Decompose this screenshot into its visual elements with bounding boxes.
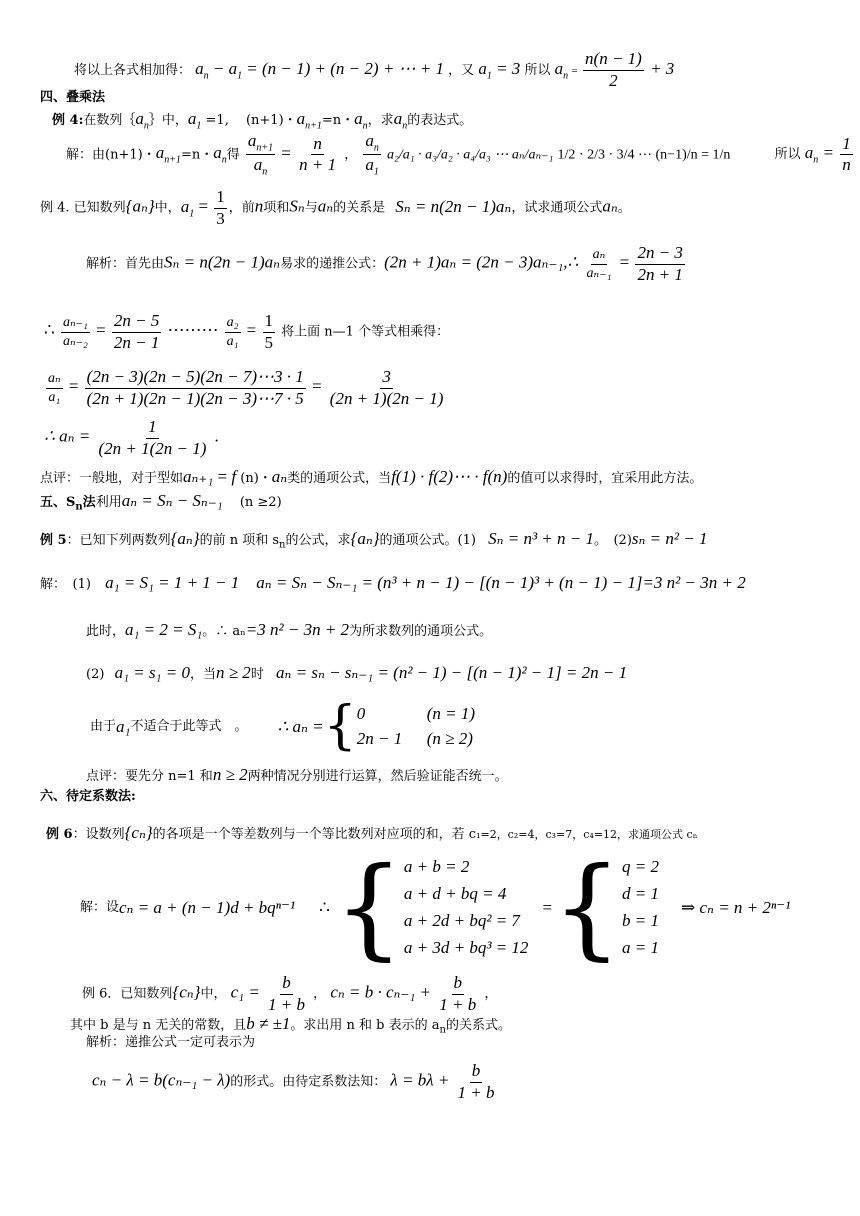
text: 将以上各式相加得： xyxy=(74,63,192,79)
product-result: $\frac{\text{aₙ}}{\text{a₁}}$ = $\frac{(2n - 3)(2n - 5)(2n - 7)\cdots 3 \cdot 1}{(2n + 1)(2n - 1)(2n - 3)\cdots 7 \cdot 5}$ = $\frac{3}{(2n + 1)(2n - 1)}$ xyxy=(48,367,444,408)
section-heading-6: 六、待定系数法: xyxy=(40,789,136,804)
example-4b: 例 4. 已知数列{aₙ}中，$a_1$ = $\frac{1}{3}$ ，前n项和Sₙ与aₙ的关系是 Sₙ = n(2n − 1)aₙ，试求通项公式aₙ。 xyxy=(40,187,631,228)
example-4: 例 4:在数列$\{a_n\}$中，$a_1 =1$, (n+1)・$a_{n+1}=n$・$a_n$，求$a_n$的表达式。 xyxy=(52,109,473,132)
math-sum: = (n − 1) + (n − 2) + ⋯ + 1 xyxy=(246,59,445,79)
math-an-minus-a1: $a_n - a_1$ xyxy=(195,59,243,82)
solution-6b-form: cₙ − λ = b(cₙ₋₁ − λ)的形式。由待定系数法知： λ = bλ + $\frac{b}{1 + b}$ xyxy=(92,1061,495,1102)
example-6b: 例 6．已知数列{cₙ}中， c₁ = $\frac{b}{1 + b}$ ， cₙ = b · cₙ₋₁ + $\frac{b}{1 + b}$ ， xyxy=(82,973,498,1014)
example-6: 例 6：设数列{cₙ}的各项是一个等差数列与一个等比数列对应项的和，若 c₁=2，c₂=4，c₃=7，c₄=12，求通项公式 cₙ xyxy=(46,823,698,842)
solution-5-2: (2) a₁ = s₁ = 0，当n ≥ 2时 aₙ = sₙ − sₙ₋₁ = (n² − 1) − [(n − 1)² − 1] = 2n − 1 xyxy=(86,663,628,682)
solution-6: 解：设 cₙ = a + (n − 1)d + bqⁿ⁻¹ ∴ { a + b = 2 a + d + bq = 4 a + 2d + bq² = 7 a + 3d + bq³ = 12 = { q = 2 d = 1 b = 1 a = 1 ⇒ cₙ = n + 2ⁿ⁻¹ xyxy=(80,843,791,971)
piecewise-result: 由于 a₁ 不适合于此等式 。 ∴ aₙ = { 0 (n = 1) 2n − 1 (n ≥ 2) xyxy=(90,696,476,756)
example-6b-cond: 其中 b 是与 n 无关的常数，且b ≠ ±1。求出用 n 和 b 表示的 $a_n$的关系式。 xyxy=(70,1014,511,1036)
solution-6b-intro: 解析：递推公式一定可表示为 xyxy=(86,1035,256,1050)
comment-2: 点评：要先分 n=1 和n ≥ 2两种情况分别进行运算，然后验证能否统一。 xyxy=(86,765,508,784)
math-a1-eq-3: $a_1 = 3$ xyxy=(478,59,521,82)
text: 所以 xyxy=(524,63,551,79)
left-brace: { xyxy=(552,843,623,971)
left-brace: { xyxy=(323,696,357,756)
math-an-result: $a_n$ = $\frac{n(n - 1)}{2}$ + 3 xyxy=(554,49,675,90)
solution-5-1: 解： (1) a₁ = S₁ = 1 + 1 − 1 aₙ = Sₙ − Sₙ₋₁ = (n³ + n − 1) − [(n − 1)³ + (n − 1) − 1]=3 n² − 3n + 2 xyxy=(40,573,746,592)
example-5: 例 5：已知下列两数列{aₙ}的前 n 项和 $s_n$的公式，求{aₙ}的通项公式。(1) Sₙ = n³ + n − 1。 (2)sₙ = n² − 1 xyxy=(40,529,708,551)
section-heading-5: 五、$S_n$法利用aₙ = Sₙ − Sₙ₋₁ (n ≥2) xyxy=(40,491,282,513)
left-brace: { xyxy=(333,843,404,971)
text: ，又 xyxy=(448,63,475,79)
solution-5-1-check: 此时，a₁ = 2 = S₁。∴ aₙ=3 n² − 3n + 2为所求数列的通项公式。 xyxy=(86,620,493,639)
an-result: ∴ aₙ = $\frac{1}{(2n + 1(2n - 1)}$ . xyxy=(44,417,219,458)
ratio-chain: ∴ $\frac{\text{aₙ₋₁}}{\text{aₙ₋₂}}$ = $\frac{2n - 5}{2n - 1}$ ⋯⋯⋯ $\frac{\text{a₂}}{\text{a₁}}$ = $\frac{1}{5}$ 将上面 n—1 个等式相乘得： xyxy=(44,311,450,352)
comment-1: 点评：一般地，对于型如aₙ₊₁ = f (n)・aₙ类的通项公式，当f(1) · f(2)⋯ · f(n)的值可以求得时，宜采用此方法。 xyxy=(40,467,703,486)
solution-4b: 解析：首先由Sₙ = n(2n − 1)aₙ易求的递推公式：(2n + 1)aₙ = (2n − 3)aₙ₋₁,∴ $\frac{\text{aₙ}}{\text{aₙ₋₁}}$ = $\frac{2n - 3}{2n + 1}$ xyxy=(86,243,683,284)
summation-line xyxy=(74,50,674,90)
section-heading-4: 四、叠乘法 xyxy=(40,90,106,105)
solution-4: 解：由(n+1)・$a_{n+1}=n$・$a_n$得 $\frac{a_{n+1}}{a_n}$ = $\frac{n}{n + 1}$ ， $\frac{a_n}{a_1}$ a₂/a₁ · a₃/a₂ · a₄/a₃ ⋯ aₙ/aₙ₋₁ 1/2 · 2/3 · 3/4 ⋯ (n−1)/n = 1/n 所以 $a_n$ = $\frac{1}{n}$ xyxy=(66,131,851,178)
